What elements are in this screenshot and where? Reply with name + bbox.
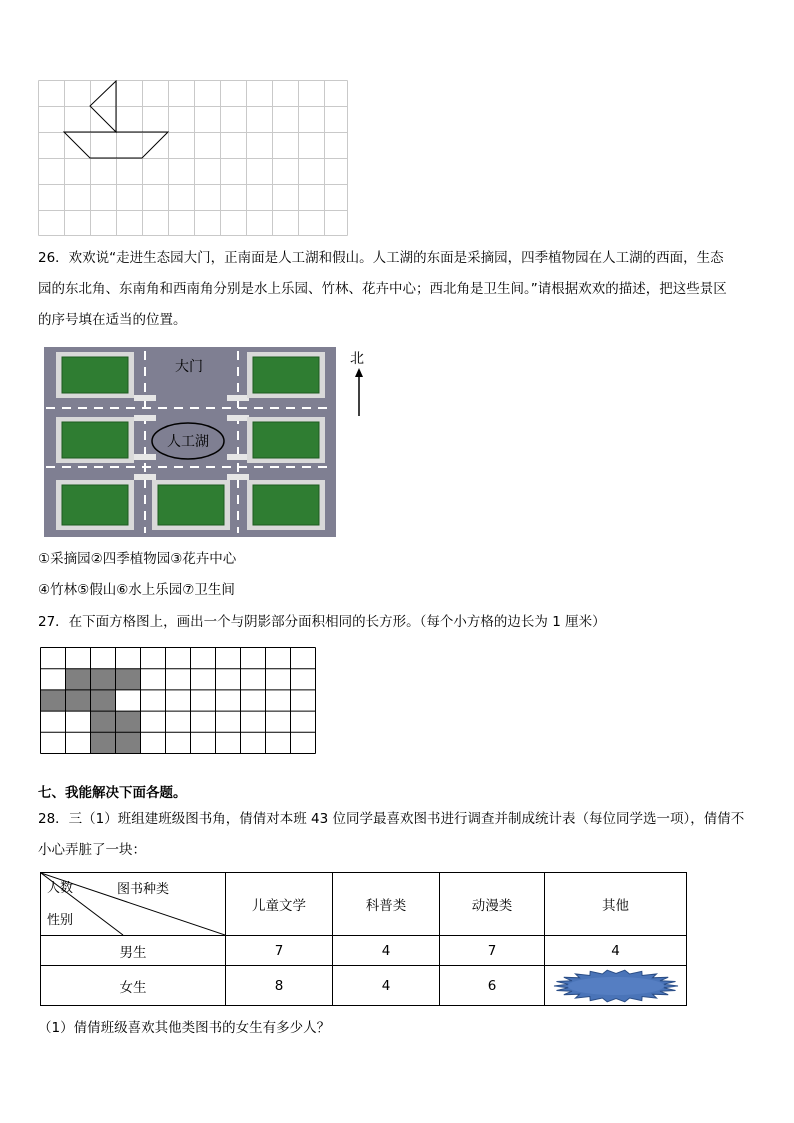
section-7-title: 七、我能解决下面各题。 xyxy=(38,785,187,801)
shaded-cell xyxy=(116,732,141,753)
lake-label: 人工湖 xyxy=(167,434,209,450)
gate-label: 大门 xyxy=(175,359,203,375)
table-row-label: 男生 xyxy=(41,936,226,966)
shaded-cell xyxy=(91,690,116,711)
table-header-row xyxy=(41,873,687,936)
q27-text: 27．在下面方格图上，画出一个与阴影部分面积相同的长方形。（每个小方格的边长为 1 厘米） xyxy=(38,614,606,630)
shaded-cell xyxy=(66,690,91,711)
ink-smudge-icon xyxy=(552,969,680,1003)
shaded-cell xyxy=(91,669,116,690)
plot-south xyxy=(152,480,230,530)
q28-sub-question-1: （1）倩倩班级喜欢其他类图书的女生有多少人？ xyxy=(38,1020,331,1036)
table-cell: 4 xyxy=(545,936,687,966)
corner-label-count: 人数 xyxy=(47,881,74,896)
table-corner-cell xyxy=(41,873,226,936)
table-header-cell: 儿童文学 xyxy=(226,873,333,936)
plot-southwest xyxy=(56,480,134,530)
table-cell: 8 xyxy=(226,966,333,1006)
shaded-cell xyxy=(41,690,66,711)
eco-park-map xyxy=(44,347,336,537)
plot-west xyxy=(56,417,134,463)
q26-text-line2: 园的东北角、东南角和西南角分别是水上乐园、竹林、花卉中心；西北角是卫生间。”请根据欢欢的描述，把这些景区 xyxy=(38,281,727,297)
shaded-cell xyxy=(116,669,141,690)
table-cell: 7 xyxy=(440,936,545,966)
table-cell: 7 xyxy=(226,936,333,966)
table-cell: 6 xyxy=(440,966,545,1006)
north-label: 北 xyxy=(350,351,364,367)
table-row xyxy=(41,936,687,966)
table-header-cell: 其他 xyxy=(545,873,687,936)
plot-northeast xyxy=(247,352,325,398)
grid-lines xyxy=(39,81,348,236)
q28-text-line2: 小心弄脏了一块： xyxy=(38,842,146,858)
table-header-cell: 动漫类 xyxy=(440,873,545,936)
shaded-cell xyxy=(66,669,91,690)
q26-options-line1: ①采摘园②四季植物园③花卉中心 xyxy=(38,551,237,567)
shaded-cell xyxy=(91,732,116,753)
north-arrow-icon xyxy=(353,368,365,418)
plot-east xyxy=(247,417,325,463)
corner-label-gender: 性别 xyxy=(47,913,74,928)
table-cell-smudged xyxy=(545,966,687,1006)
plot-northwest xyxy=(56,352,134,398)
book-survey-table xyxy=(40,872,687,1006)
shaded-cell xyxy=(116,711,141,732)
table-row-label: 女生 xyxy=(41,966,226,1006)
corner-label-category: 图书种类 xyxy=(117,882,170,897)
table-header-cell: 科普类 xyxy=(333,873,440,936)
table-cell: 4 xyxy=(333,936,440,966)
sailboat-grid xyxy=(38,80,350,238)
q28-text-line1: 28．三（1）班组建班级图书角，倩倩对本班 43 位同学最喜欢图书进行调查并制成统计表（每位同学选一项），倩倩不 xyxy=(38,811,745,827)
q26-options-line2: ④竹林⑤假山⑥水上乐园⑦卫生间 xyxy=(38,582,235,598)
q26-text-line1: 26．欢欢说“走进生态园大门，正南面是人工湖和假山。人工湖的东面是采摘园，四季植物园在人工湖的西面，生态 xyxy=(38,250,724,266)
q27-grid xyxy=(40,647,317,776)
table-row xyxy=(41,966,687,1006)
shaded-cell xyxy=(91,711,116,732)
q26-text-line3: 的序号填在适当的位置。 xyxy=(38,312,187,328)
plot-southeast xyxy=(247,480,325,530)
table-cell: 4 xyxy=(333,966,440,1006)
